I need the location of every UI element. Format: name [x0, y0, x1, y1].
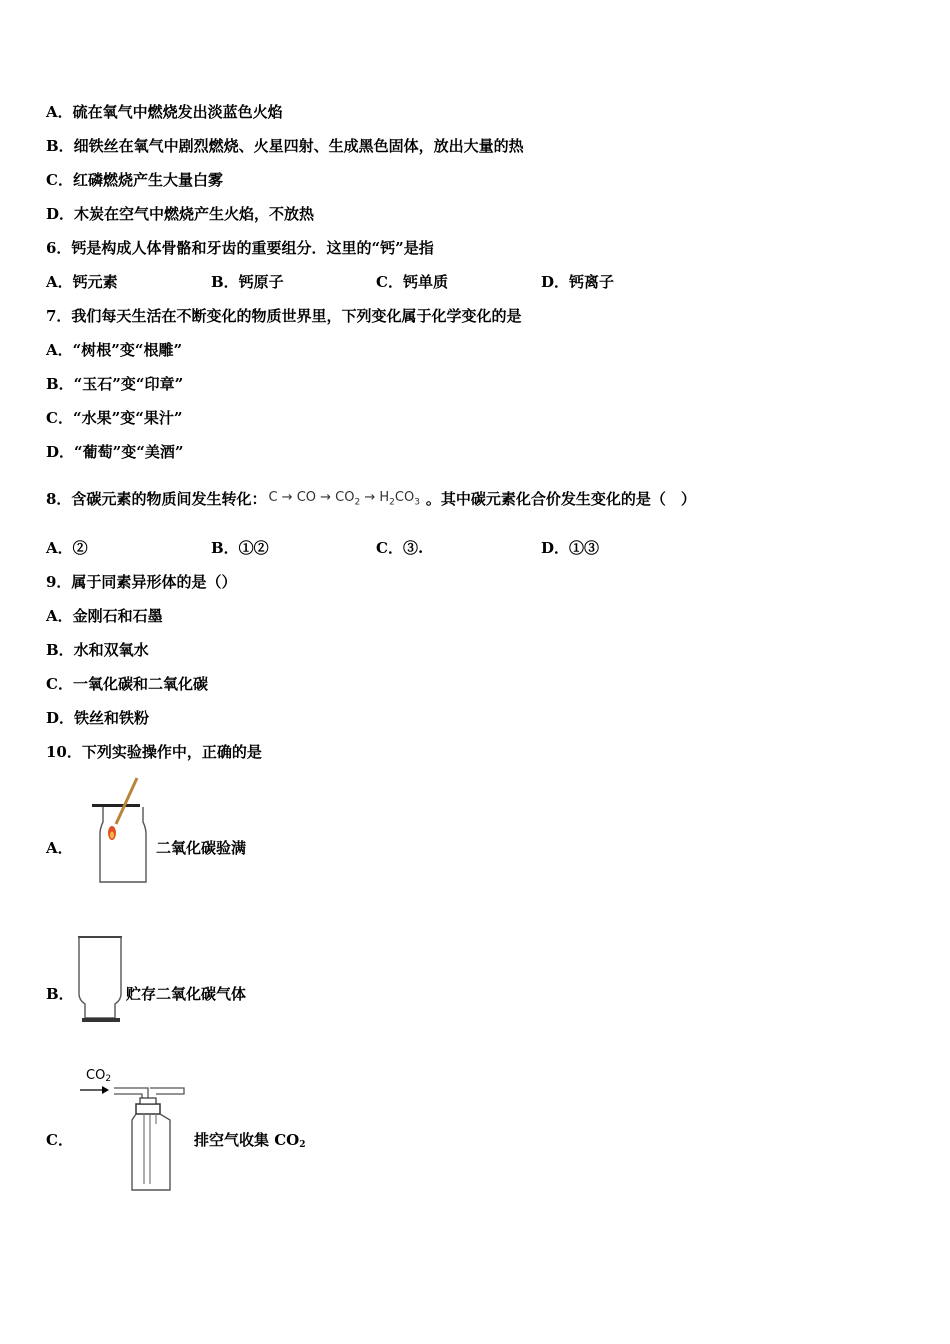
q8-stem-post: 。其中碳元素化合价发生变化的是（ ） [425, 490, 696, 508]
q10-option-b-letter: B． [46, 985, 74, 1003]
q8-option-d: D．①③ [541, 539, 600, 557]
q7-option-b: B．“玉石”变“印章” [46, 375, 184, 393]
q10-option-c-caption: 排空气收集 $CO_2$ [194, 1131, 306, 1150]
q10-stem: 10．下列实验操作中，正确的是 [46, 743, 262, 761]
q7-option-d: D．“葡萄”变“美酒” [46, 443, 184, 461]
collection-bottle [132, 1114, 170, 1190]
glass-plate [82, 1018, 120, 1022]
q9-option-b: B．水和双氧水 [46, 641, 149, 659]
gas-collection-bottle-figure [78, 1080, 188, 1196]
q8-option-c: C．③. [376, 539, 424, 557]
q10-option-a-caption: 二氧化碳验满 [156, 839, 247, 857]
q9-option-c: C．一氧化碳和二氧化碳 [46, 675, 208, 693]
q6-option-b: B．钙原子 [211, 273, 284, 291]
q8-stem-pre: 8．含碳元素的物质间发生转化： [46, 490, 267, 508]
q9-option-d: D．铁丝和铁粉 [46, 709, 150, 727]
q10-option-c-letter: C． [46, 1131, 73, 1149]
wooden-splint [116, 778, 137, 824]
q6-option-c: C．钙单质 [376, 273, 448, 291]
inverted-gas-bottle [79, 937, 121, 1018]
q5-option-b: B．细铁丝在氧气中剧烈燃烧、火星四射、生成黑色固体，放出大量的热 [46, 137, 524, 155]
carbon-conversion-formula: C → CO → $CO_2 \to H_2CO_3$ [268, 490, 420, 508]
co2-full-test-figure [88, 776, 158, 888]
q7-stem: 7．我们每天生活在不断变化的物质世界里，下列变化属于化学变化的是 [46, 307, 522, 325]
q5-option-d: D．木炭在空气中燃烧产生火焰，不放热 [46, 205, 315, 223]
q10-option-b-caption: 贮存二氧化碳气体 [126, 985, 247, 1003]
outlet-tube [150, 1088, 184, 1094]
bottle-bottom [78, 936, 122, 938]
inverted-bottle-figure [76, 932, 128, 1026]
q7-option-a: A．“树根”变“根雕” [46, 341, 183, 359]
q10-option-a-letter: A． [46, 839, 73, 857]
q8-option-b: B．①② [211, 539, 269, 557]
q9-option-a: A．金刚石和石墨 [46, 607, 163, 625]
q5-option-c: C．红磷燃烧产生大量白雾 [46, 171, 223, 189]
q6-option-a: A．钙元素 [46, 273, 118, 291]
q7-option-c: C．“水果”变“果汁” [46, 409, 183, 427]
q5-option-a: A．硫在氧气中燃烧发出淡蓝色火焰 [46, 103, 283, 121]
q9-stem: 9．属于同素异形体的是（） [46, 573, 237, 591]
co2-gas-label: $CO_2$ [86, 1068, 112, 1084]
glass-plate [92, 804, 140, 807]
q6-option-d: D．钙离子 [541, 273, 615, 291]
rubber-stopper [136, 1104, 160, 1114]
gas-bottle [100, 807, 146, 882]
q8-stem [46, 488, 696, 513]
q8-option-a: A．② [46, 539, 88, 557]
q6-stem: 6．钙是构成人体骨骼和牙齿的重要组分．这里的“钙”是指 [46, 239, 434, 257]
